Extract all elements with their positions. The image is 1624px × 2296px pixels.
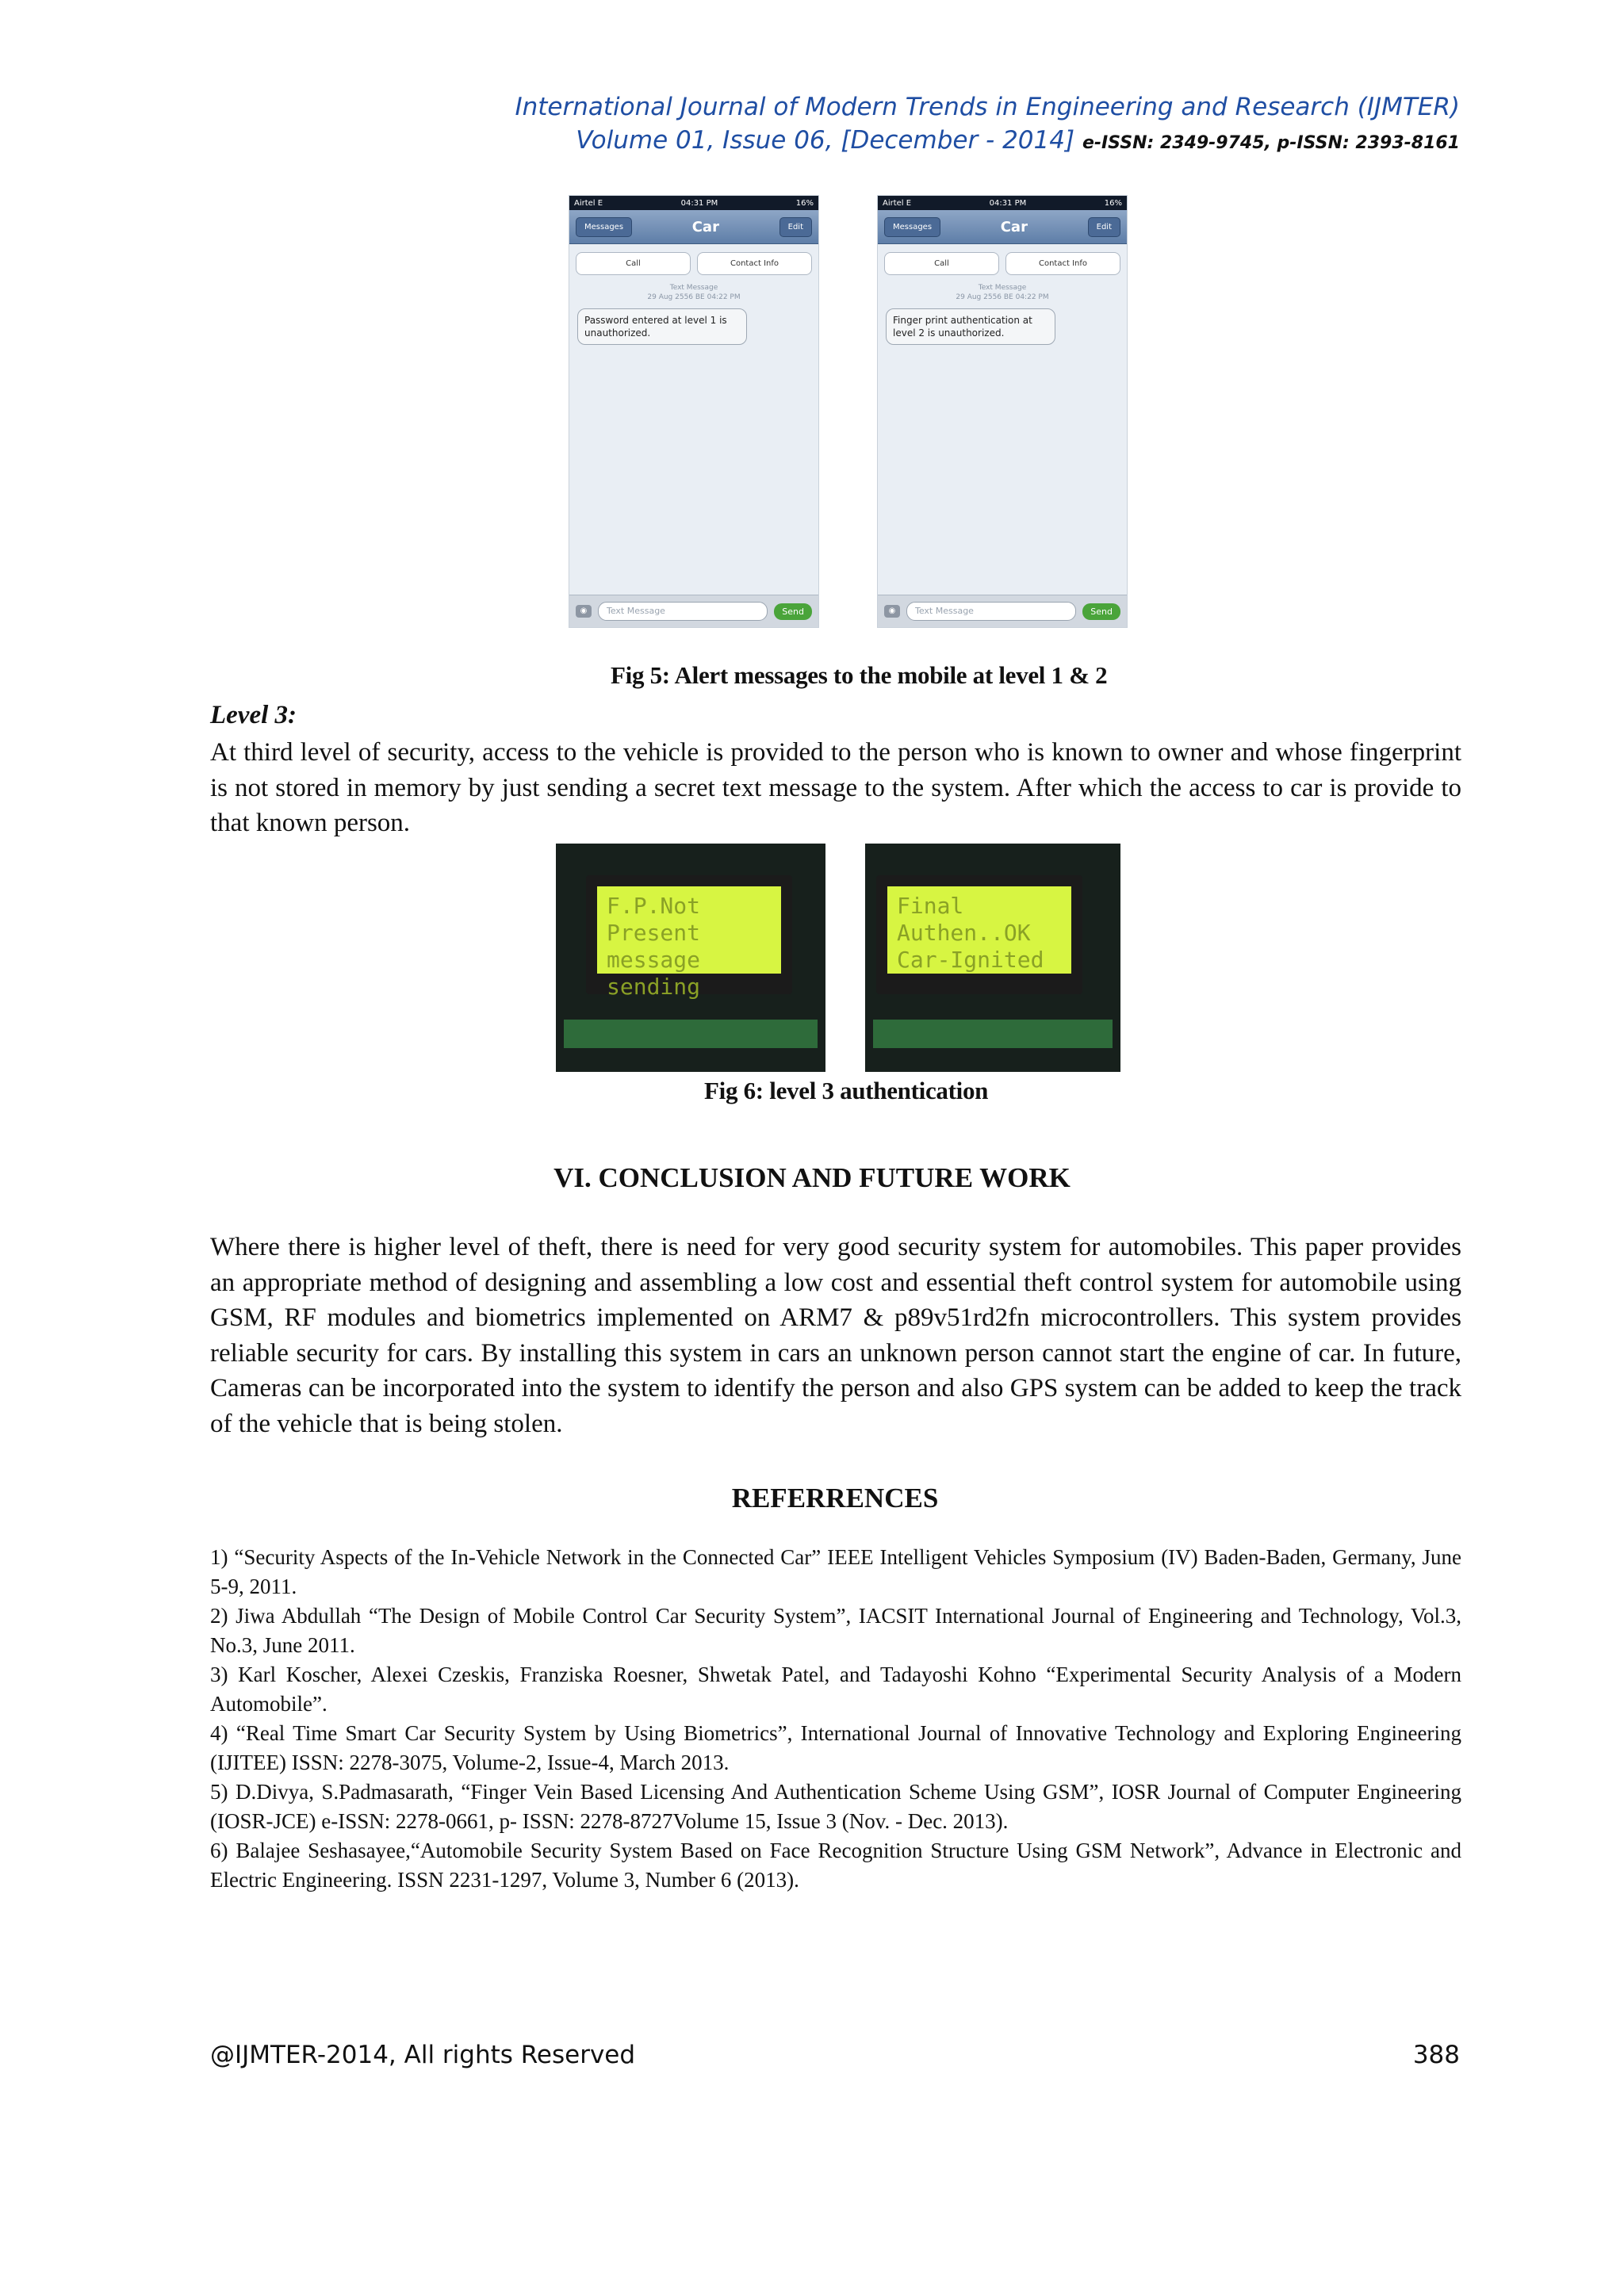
level3-paragraph: At third level of security, access to the vehicle is provided to the person who is known to owner and whose fingerprint is not stored in memory by just sending a secret text message to the system. After which the access to car is provide to that known person.	[210, 738, 1461, 837]
page-number: 388	[1412, 2041, 1460, 2069]
journal-header	[515, 90, 1460, 160]
lcd-photo-1	[556, 844, 825, 1072]
lcd-module	[586, 875, 792, 1000]
camera-icon[interactable]: ◉	[884, 605, 900, 618]
reference-item: 2) Jiwa Abdullah “The Design of Mobile Control Car Security System”, IACSIT International Journal of Engineering and Technology, Vol.3, No.3, June 2011.	[210, 1604, 1461, 1657]
lcd-module	[876, 875, 1082, 994]
page-footer	[210, 2041, 1460, 2069]
lcd-screen	[887, 886, 1071, 974]
contact-info-button[interactable]: Contact Info	[1005, 252, 1120, 275]
lcd-line-2: Car-Ignited	[897, 947, 1044, 973]
fig5-caption: Fig 5: Alert messages to the mobile at level 1 & 2	[611, 661, 1108, 689]
message-timestamp: 29 Aug 2556 BE 04:22 PM	[647, 293, 741, 301]
send-button[interactable]: Send	[1082, 603, 1120, 620]
lcd-line-2: message sending	[607, 947, 701, 1000]
phone-screenshot-level-1	[569, 195, 819, 628]
lcd-screen	[597, 886, 781, 1000]
circuit-board	[564, 1020, 818, 1048]
message-timestamp: 29 Aug 2556 BE 04:22 PM	[956, 293, 1049, 301]
fig6-caption: Fig 6: level 3 authentication	[704, 1077, 989, 1104]
messages-back-button[interactable]: Messages	[884, 217, 940, 237]
message-type: Text Message	[978, 284, 1027, 292]
text-message-input[interactable]: Text Message	[906, 602, 1076, 621]
journal-volume: Volume 01, Issue 06, [December - 2014]	[576, 126, 1075, 155]
contact-actions	[878, 244, 1127, 280]
reference-item: 3) Karl Koscher, Alexei Czeskis, Franziska Roesner, Shwetak Patel, and Tadayoshi Kohno “Experimental Security Analysis of a Modern Automobile”.	[210, 1663, 1461, 1716]
conclusion-paragraph: Where there is higher level of theft, there is need for very good security system for automobiles. This paper provides an appropriate method of designing and assembling a low cost and essential theft control system for automobile using GSM, RF modules and biometrics implemented on ARM7 & p89v51rd2fn microcontrollers. This system provides reliable security for cars. By installing this system in cars an unknown person cannot start the engine of car. In future, Cameras can be incorporated into the system to identify the person and also GPS system can be added to keep the track of the vehicle that is being stolen.	[210, 1233, 1461, 1438]
camera-icon[interactable]: ◉	[576, 605, 592, 618]
lcd-photo-2	[865, 844, 1120, 1072]
references-heading: REFERRENCES	[731, 1483, 939, 1513]
text-message-input[interactable]: Text Message	[598, 602, 768, 621]
reference-item: 4) “Real Time Smart Car Security System by Using Biometrics”, International Journal of Innovative Technology and Exploring Engineering (IJITEE) ISSN: 2278-3075, Volume-2, Issue-4, March 2013.	[210, 1721, 1461, 1774]
call-button[interactable]: Call	[576, 252, 691, 275]
copyright-notice: @IJMTER-2014, All rights Reserved	[210, 2041, 636, 2069]
edit-button[interactable]: Edit	[779, 217, 812, 237]
contact-info-button[interactable]: Contact Info	[697, 252, 812, 275]
edit-button[interactable]: Edit	[1088, 217, 1120, 237]
message-meta	[569, 283, 818, 302]
section-heading-conclusion: VI. CONCLUSION AND FUTURE WORK	[553, 1162, 1071, 1193]
carrier-label: Airtel E	[883, 198, 912, 208]
phone-screenshot-level-2	[877, 195, 1128, 628]
phone-nav-bar	[569, 210, 818, 244]
lcd-line-1: F.P.Not Present	[607, 893, 701, 946]
journal-title: International Journal of Modern Trends in Engineering and Research (IJMTER)	[515, 93, 1460, 121]
journal-volume-line	[515, 124, 1460, 160]
alert-message-bubble: Password entered at level 1 is unauthorized.	[577, 308, 747, 345]
contact-actions	[569, 244, 818, 280]
conversation-title: Car	[691, 218, 719, 235]
phone-nav-bar	[878, 210, 1127, 244]
messages-back-button[interactable]: Messages	[576, 217, 632, 237]
reference-item: 6) Balajee Seshasayee,“Automobile Security System Based on Face Recognition Structure Using GSM Network”, Advance in Electronic and Electric Engineering. ISSN 2231-1297, Volume 3, Number 6 (2013).	[210, 1839, 1461, 1892]
battery-label: 16%	[795, 198, 814, 208]
message-type: Text Message	[669, 284, 718, 292]
level3-heading: Level 3:	[210, 701, 297, 729]
alert-message-bubble: Finger print authentication at level 2 is unauthorized.	[886, 308, 1055, 345]
conversation-title: Car	[1000, 218, 1028, 235]
reference-item: 1) “Security Aspects of the In-Vehicle Network in the Connected Car” IEEE Intelligent Vehicles Symposium (IV) Baden-Baden, Germany, June 5-9, 2011.	[210, 1545, 1461, 1598]
journal-issn: e-ISSN: 2349-9745, p-ISSN: 2393-8161	[1082, 133, 1460, 153]
phone-status-bar	[878, 196, 1127, 210]
time-label: 04:31 PM	[680, 198, 718, 208]
time-label: 04:31 PM	[989, 198, 1027, 208]
battery-label: 16%	[1104, 198, 1122, 208]
message-input-bar	[878, 595, 1127, 627]
message-input-bar	[569, 595, 818, 627]
message-meta	[878, 283, 1127, 302]
call-button[interactable]: Call	[884, 252, 999, 275]
send-button[interactable]: Send	[774, 603, 812, 620]
reference-item: 5) D.Divya, S.Padmasarath, “Finger Vein Based Licensing And Authentication Scheme Using GSM”, IOSR Journal of Computer Engineering (IOSR-JCE) e-ISSN: 2278-0661, p- ISSN: 2278-8727Volume 15, Issue 3 (Nov. - Dec. 2013).	[210, 1780, 1461, 1833]
lcd-line-1: Final Authen..OK	[897, 893, 1031, 946]
carrier-label: Airtel E	[574, 198, 603, 208]
circuit-board	[873, 1020, 1113, 1048]
references-list	[210, 1543, 1461, 1895]
phone-status-bar	[569, 196, 818, 210]
